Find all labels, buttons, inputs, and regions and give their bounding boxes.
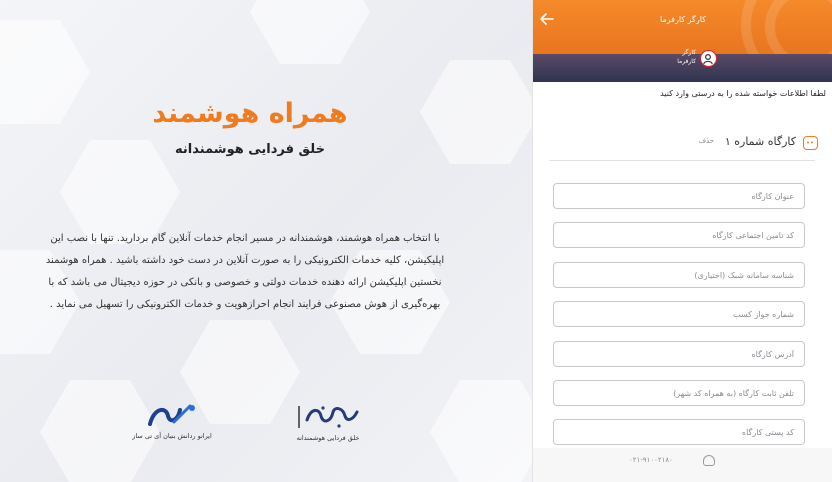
panel-header — [533, 0, 832, 82]
itsaz-logo-block — [117, 402, 227, 454]
form-panel — [532, 0, 832, 482]
user-icon — [700, 50, 717, 67]
hamrah-hooshmand-logo — [293, 402, 363, 430]
postal-code-input[interactable] — [554, 421, 804, 445]
role-text — [656, 48, 696, 66]
workshop-label: کارگاه شماره ۱ — [724, 135, 796, 148]
promo-description: با انتخاب همراه هوشمند، هوشمندانه در مسیر انجام خدمات آنلاین گام بردارید. تنها با نصب این اپلیکیشن، کلیه خدمات الکترونیکی را به صورت آنلاین در دست خود داشته باشید . همراه هوشمند نخستین اپلیکیشن ارائه دهنده خدمات دولتی و خصوصی و بانکی در حوزه دیجیتال می باشد که با بهره‌گیری از هوش مصنوعی فرایند انجام احرازهویت و خدمات الکترونیکی را تسهیل می نماید . — [45, 233, 445, 310]
headset-icon — [703, 455, 715, 466]
support-footer — [533, 448, 832, 482]
shabak-id-input[interactable] — [554, 264, 804, 288]
workshop-title-input[interactable] — [554, 185, 804, 209]
shabak-id-field[interactable] — [553, 262, 805, 288]
itsaz-logo — [144, 402, 200, 428]
workshop-phone-field[interactable] — [553, 380, 805, 406]
header-title: کارگر کارفرما — [660, 15, 706, 24]
social-security-code-field[interactable] — [553, 222, 805, 248]
workshop-address-input[interactable] — [554, 343, 804, 367]
role-employer-label: کارفرما — [677, 58, 696, 65]
itsaz-caption: ایرانو ردانش بنیان آی تی ساز — [132, 432, 212, 440]
promo-subtitle: خلق فردایی هوشمندانه — [175, 142, 325, 157]
delete-workshop-button[interactable]: حذف — [698, 137, 714, 145]
background-hexagon — [430, 380, 532, 482]
business-license-input[interactable] — [554, 303, 804, 327]
divider — [549, 160, 815, 161]
workshop-title-field[interactable] — [553, 183, 805, 209]
business-license-field[interactable] — [553, 301, 805, 327]
role-worker-label: کارگر — [682, 49, 696, 56]
support-phone[interactable]: ۰۲۱-۹۱۰۰۲۱۸۰ — [629, 456, 673, 464]
form-instruction: لطفا اطلاعات خواسته شده را به درستی وارد کنید — [660, 89, 826, 98]
postal-code-field[interactable] — [553, 419, 805, 445]
workshop-address-field[interactable] — [553, 341, 805, 367]
workshop-header — [546, 132, 826, 156]
social-security-code-input[interactable] — [554, 224, 804, 248]
background-hexagon — [250, 0, 370, 64]
workshop-icon — [803, 136, 818, 150]
workshop-phone-input[interactable] — [554, 382, 804, 406]
promo-title: همراه هوشمند — [152, 98, 348, 129]
role-selector[interactable] — [657, 48, 717, 70]
hamrah-logo-block — [282, 402, 374, 454]
hamrah-caption: خلق فردایی هوشمندانه — [296, 434, 360, 442]
